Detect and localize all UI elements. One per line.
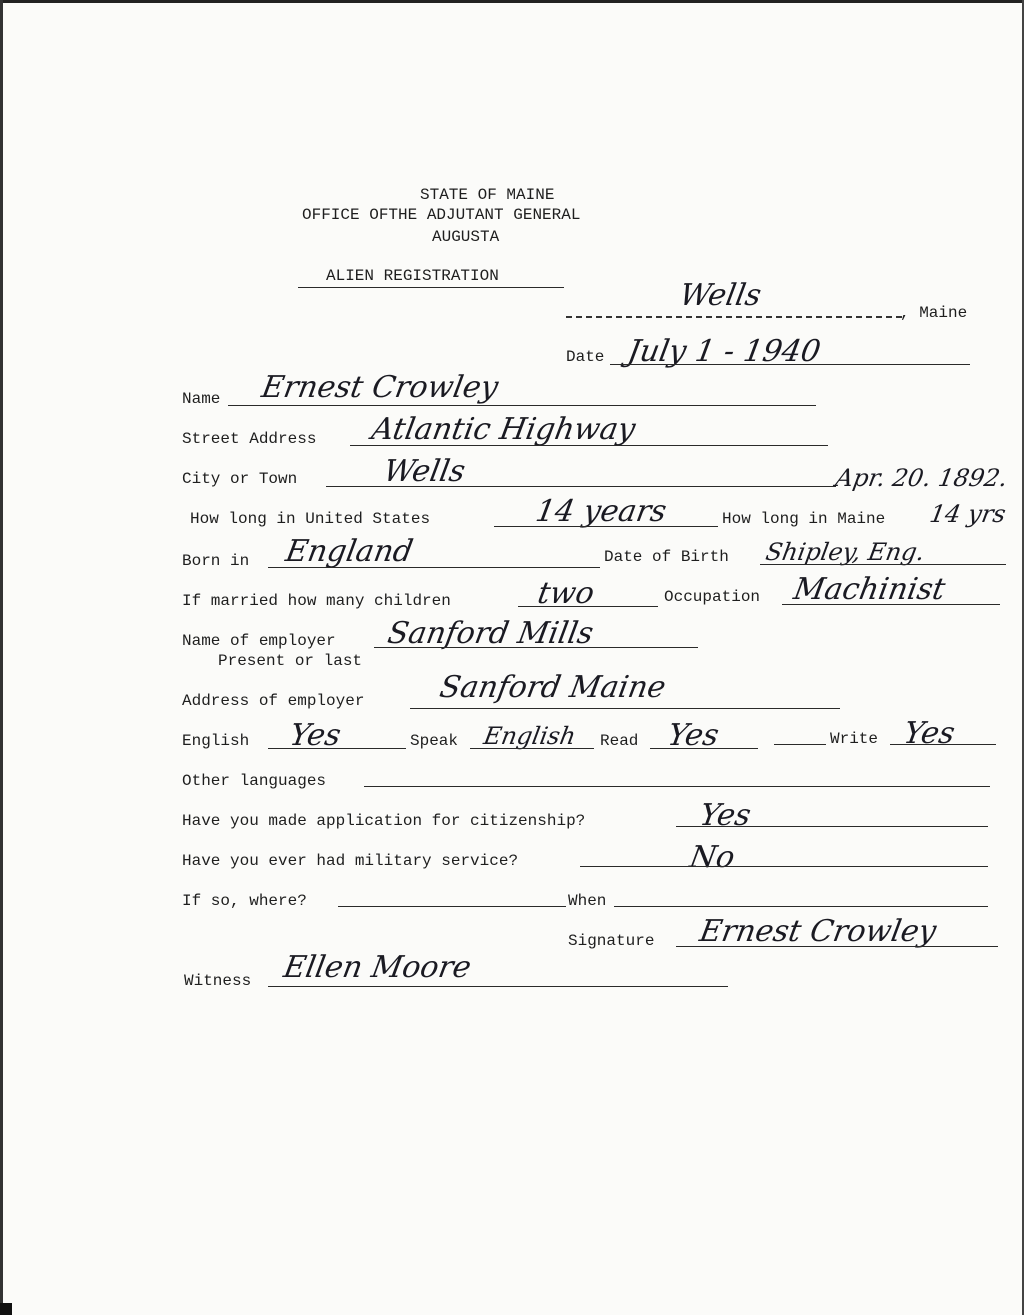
header-state: STATE OF MAINE: [420, 186, 555, 204]
employer-address-label: Address of employer: [182, 692, 365, 710]
occupation-entry: Machinist: [791, 572, 948, 607]
street-entry: Atlantic Highway: [369, 412, 638, 447]
citizenship-label: Have you made application for citizenship?: [182, 812, 586, 830]
english-entry: Yes: [287, 718, 344, 753]
speak-label: Speak: [410, 732, 459, 750]
write-entry: Yes: [901, 716, 958, 751]
write-line: [890, 744, 996, 745]
maine-label: , Maine: [900, 304, 968, 322]
employer-line: [374, 647, 698, 648]
how-long-maine-label: How long in Maine: [722, 510, 886, 528]
witness-line: [268, 986, 728, 987]
employer-label: Name of employer: [182, 632, 336, 650]
town-line: [566, 316, 902, 318]
children-label: If married how many children: [182, 592, 451, 610]
military-line: [580, 866, 988, 867]
occupation-label: Occupation: [664, 588, 761, 606]
form-title-underline: [298, 287, 564, 288]
header-city: AUGUSTA: [432, 228, 500, 246]
speak-line: [470, 748, 594, 749]
scan-border-left: [0, 0, 3, 1315]
form-title: ALIEN REGISTRATION: [326, 267, 499, 285]
how-long-us-label: How long in United States: [190, 510, 431, 528]
born-in-line: [268, 567, 600, 568]
witness-label: Witness: [184, 972, 252, 990]
speak-entry: English: [481, 722, 578, 750]
street-line: [350, 445, 828, 446]
street-label: Street Address: [182, 430, 317, 448]
how-long-us-entry: 14 years: [533, 494, 670, 529]
employer-sub-label: Present or last: [218, 652, 363, 670]
header-office: OFFICE OFTHE ADJUTANT GENERAL: [302, 206, 581, 224]
citizenship-line: [676, 826, 988, 827]
dob-label: Date of Birth: [604, 548, 729, 566]
other-languages-label: Other languages: [182, 772, 327, 790]
english-label: English: [182, 732, 250, 750]
military-entry: No: [687, 840, 738, 875]
other-languages-line: [364, 786, 990, 787]
citizenship-entry: Yes: [697, 798, 754, 833]
scan-border-top: [0, 0, 1024, 3]
date-entry: July 1 - 1940: [625, 334, 824, 369]
english-line: [268, 748, 406, 749]
read-label: Read: [600, 732, 639, 750]
occupation-line: [782, 604, 1000, 605]
employer-address-line: [410, 708, 840, 709]
read-entry: Yes: [665, 718, 722, 753]
where-label: If so, where?: [182, 892, 307, 910]
when-label: When: [568, 892, 607, 910]
name-entry: Ernest Crowley: [259, 370, 501, 405]
where-line: [338, 906, 566, 907]
when-line: [614, 906, 988, 907]
dob-line: [760, 564, 1006, 565]
birth-place-entry: Shipley, Eng.: [763, 538, 927, 566]
read-line: [650, 748, 758, 749]
city-entry: Wells: [381, 454, 468, 489]
write-label: Write: [830, 730, 879, 748]
dob-note-entry: Apr. 20. 1892.: [833, 464, 1010, 492]
how-long-maine-entry: 14 yrs: [927, 500, 1008, 528]
town-entry: Wells: [677, 278, 764, 313]
city-label: City or Town: [182, 470, 298, 488]
signature-line: [676, 946, 998, 947]
how-long-us-line: [494, 526, 718, 527]
date-line: [610, 364, 970, 365]
witness-entry: Ellen Moore: [281, 950, 474, 985]
scan-corner-mark: [0, 1303, 12, 1315]
born-in-label: Born in: [182, 552, 250, 570]
military-label: Have you ever had military service?: [182, 852, 519, 870]
date-label: Date: [566, 348, 605, 366]
born-in-entry: England: [283, 534, 416, 569]
children-line: [518, 606, 658, 607]
children-entry: two: [535, 576, 597, 611]
signature-label: Signature: [568, 932, 655, 950]
name-label: Name: [182, 390, 221, 408]
city-line: [326, 486, 836, 487]
signature-entry: Ernest Crowley: [697, 914, 939, 949]
name-line: [228, 405, 816, 406]
employer-entry: Sanford Mills: [385, 616, 597, 651]
employer-address-entry: Sanford Maine: [437, 670, 669, 705]
write-lead-line: [774, 744, 826, 745]
